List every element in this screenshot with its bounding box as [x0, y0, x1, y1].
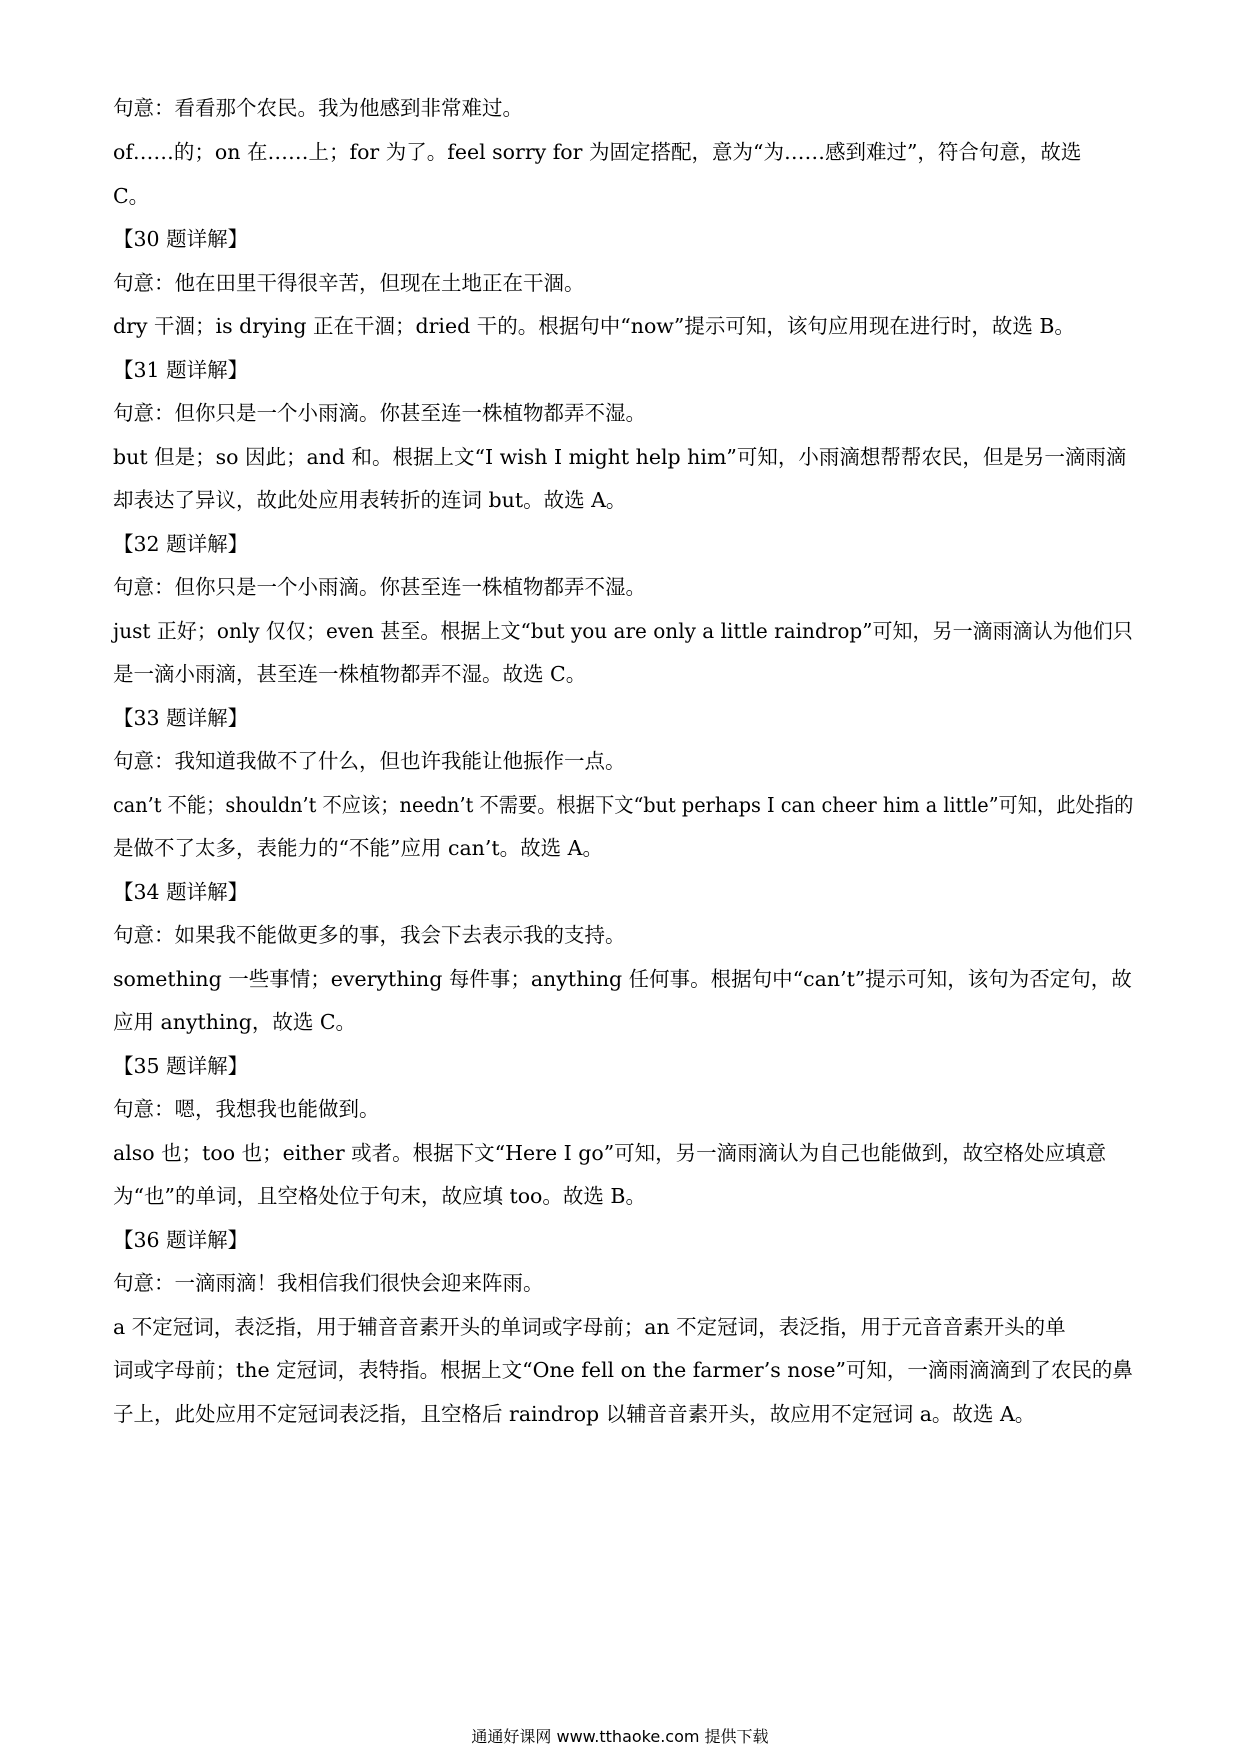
explanation-31-line-1: but 但是；so 因此；and 和。根据上文“I wish I might help him”可知，小雨滴想帮帮农民，但是另一滴雨滴 [113, 445, 1127, 469]
explanation-36-line-2: 词或字母前；the 定冠词，表特指。根据上文“One fell on the farmer’s nose”可知，一滴雨滴滴到了农民的鼻 [113, 1358, 1133, 1382]
explanation-33-line-2: 是做不了太多，表能力的“不能”应用 can’t。故选 A。 [113, 836, 603, 860]
explanation-32-line-2: 是一滴小雨滴，甚至连一株植物都弄不湿。故选 C。 [113, 662, 587, 686]
sentence-meaning-32: 句意：但你只是一个小雨滴。你甚至连一株植物都弄不湿。 [113, 575, 646, 599]
sentence-meaning-34: 句意：如果我不能做更多的事，我会下去表示我的支持。 [113, 923, 626, 947]
heading-35: 【35 题详解】 [113, 1054, 249, 1078]
heading-34: 【34 题详解】 [113, 880, 249, 904]
sentence-meaning-35: 句意：嗯，我想我也能做到。 [113, 1097, 380, 1121]
sentence-meaning-33: 句意：我知道我做不了什么，但也许我能让他振作一点。 [113, 749, 626, 773]
heading-33: 【33 题详解】 [113, 706, 249, 730]
explanation-29-line-2: C。 [113, 184, 150, 208]
explanation-35-line-2: 为“也”的单词，且空格处位于句末，故应填 too。故选 B。 [113, 1184, 646, 1208]
sentence-meaning-31: 句意：但你只是一个小雨滴。你甚至连一株植物都弄不湿。 [113, 401, 646, 425]
heading-32: 【32 题详解】 [113, 532, 249, 556]
explanation-34-line-2: 应用 anything，故选 C。 [113, 1010, 357, 1034]
heading-31: 【31 题详解】 [113, 358, 249, 382]
explanation-31-line-2: 却表达了异议，故此处应用表转折的连词 but。故选 A。 [113, 488, 627, 512]
explanation-36-line-1: a 不定冠词，表泛指，用于辅音音素开头的单词或字母前；an 不定冠词，表泛指，用于元音音素开头的单 [113, 1315, 1066, 1339]
sentence-meaning-30: 句意：他在田里干得很辛苦，但现在土地正在干涸。 [113, 271, 585, 295]
sentence-meaning-29: 句意：看看那个农民。我为他感到非常难过。 [113, 96, 523, 120]
sentence-meaning-36: 句意：一滴雨滴！我相信我们很快会迎来阵雨。 [113, 1271, 544, 1295]
heading-30: 【30 题详解】 [113, 227, 249, 251]
explanation-35-line-1: also 也；too 也；either 或者。根据下文“Here I go”可知，另一滴雨滴认为自己也能做到，故空格处应填意 [113, 1141, 1107, 1165]
explanation-36-line-3: 子上，此处应用不定冠词表泛指，且空格后 raindrop 以辅音音素开头，故应用不定冠词 a。故选 A。 [113, 1402, 1036, 1426]
explanation-30-line-1: dry 干涸；is drying 正在干涸；dried 干的。根据句中“now”提示可知，该句应用现在进行时，故选 B。 [113, 314, 1075, 338]
explanation-32-line-1: just 正好；only 仅仅；even 甚至。根据上文“but you are only a little raindrop”可知，另一滴雨滴认为他们只 [113, 619, 1133, 643]
heading-36: 【36 题详解】 [113, 1228, 249, 1252]
explanation-34-line-1: something 一些事情；everything 每件事；anything 任何事。根据句中“can’t”提示可知，该句为否定句，故 [113, 967, 1132, 991]
explanation-33-line-1: can’t 不能；shouldn’t 不应该；needn’t 不需要。根据下文“but perhaps I can cheer him a little”可知，此处指的 [113, 793, 1134, 817]
page-footer: 通通好课网 www.tthaoke.com 提供下载 [471, 1727, 769, 1746]
explanation-29-line-1: of……的；on 在……上；for 为了。feel sorry for 为固定搭配，意为“为……感到难过”，符合句意，故选 [113, 140, 1082, 164]
